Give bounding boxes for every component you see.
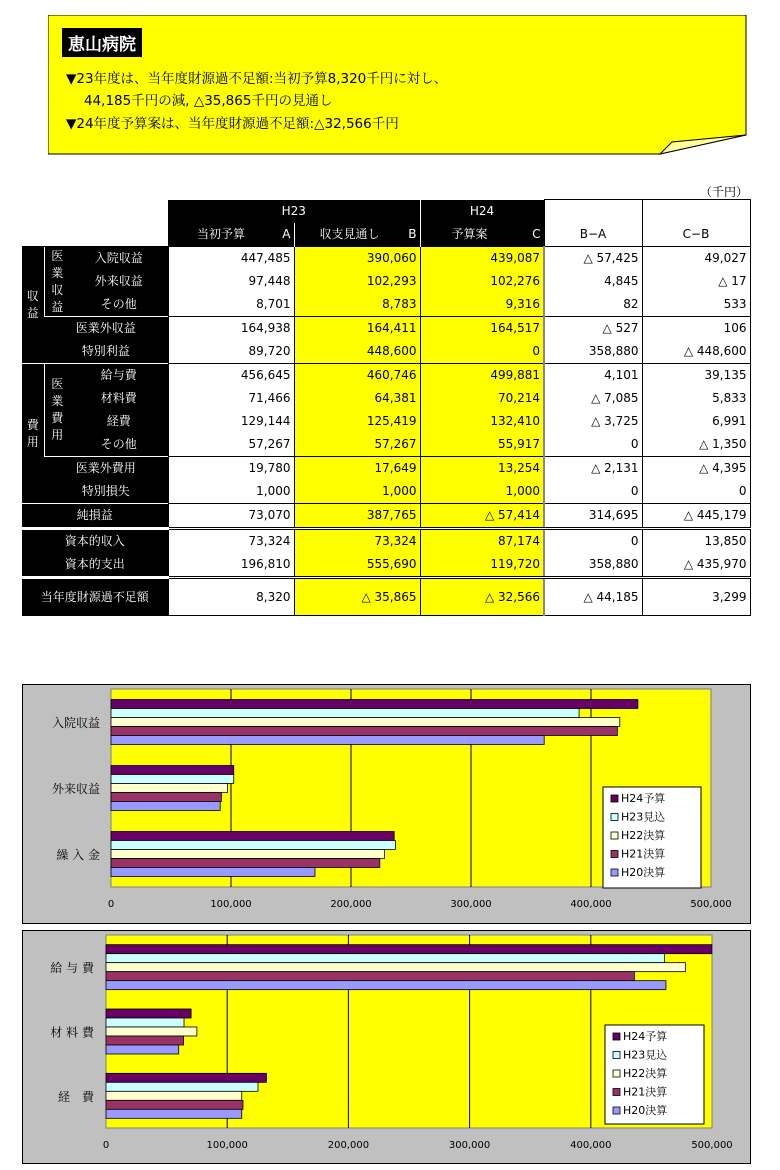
cell-cb: 533: [642, 293, 750, 317]
bar: [106, 1018, 184, 1027]
cell-c: 0: [420, 340, 544, 364]
cell-ba: 0: [544, 480, 642, 504]
note-line-3: ▼24年度予算案は、当年度財源過不足額:△32,566千円: [66, 116, 399, 132]
cell-ba: 4,845: [544, 270, 642, 293]
legend-swatch: [613, 1089, 620, 1096]
cell-a: 89,720: [168, 340, 294, 364]
cell-b: △ 35,865: [294, 578, 420, 616]
cell-b: 448,600: [294, 340, 420, 364]
category-label: 外来収益: [51, 782, 100, 796]
cell-a: 73,070: [168, 504, 294, 529]
row-label: 資本的支出: [22, 553, 168, 578]
legend-swatch: [613, 1107, 620, 1114]
row-label: 外来収益: [70, 270, 168, 293]
cell-cb: 5,833: [642, 387, 750, 410]
cell-ba: 0: [544, 433, 642, 457]
cell-c: 499,881: [420, 364, 544, 388]
row-label: 医業外収益: [44, 317, 168, 341]
cell-c: 87,174: [420, 529, 544, 554]
category-label: 経 費: [57, 1089, 94, 1104]
bar: [111, 775, 234, 784]
cell-b: 164,411: [294, 317, 420, 341]
cell-cb: 39,135: [642, 364, 750, 388]
col-c-header: 予算案 C: [420, 223, 544, 247]
cell-a: 1,000: [168, 480, 294, 504]
unit-label: （千円）: [700, 185, 749, 199]
cell-c: 119,720: [420, 553, 544, 578]
group-income: 収 益: [22, 247, 44, 364]
cell-b: 17,649: [294, 457, 420, 481]
category-label: 材 料 費: [50, 1025, 94, 1040]
x-tick-label: 500,000: [691, 1140, 733, 1151]
table-row: [22, 480, 750, 504]
bar: [106, 1091, 242, 1100]
cell-ba: △ 3,725: [544, 410, 642, 433]
bar: [111, 802, 220, 811]
row-label: 特別利益: [44, 340, 168, 364]
bar: [111, 832, 394, 841]
cell-ba: 0: [544, 529, 642, 554]
table-row: [22, 293, 750, 317]
h24-header: H24: [420, 200, 544, 224]
x-tick-label: 200,000: [330, 899, 372, 910]
table-row: [22, 457, 750, 481]
x-tick-label: 0: [102, 1140, 110, 1151]
bar: [106, 972, 634, 981]
row-label: 医業外費用: [44, 457, 168, 481]
legend-swatch: [613, 1052, 620, 1059]
cell-b: 555,690: [294, 553, 420, 578]
bar: [106, 1009, 191, 1018]
bar: [111, 784, 227, 793]
summary-note: [48, 15, 748, 155]
bar: [111, 859, 380, 868]
cell-ba: 358,880: [544, 340, 642, 364]
group-expense: 費 用: [22, 364, 44, 504]
expense-bar-chart: [22, 930, 751, 1164]
bar: [106, 1100, 243, 1109]
col-ba-header: B−A: [544, 223, 642, 247]
cell-b: 1,000: [294, 480, 420, 504]
legend-label: H24予算: [621, 792, 666, 805]
row-label: 当年度財源過不足額: [22, 578, 168, 616]
cell-a: 8,701: [168, 293, 294, 317]
bar: [111, 868, 315, 877]
cell-b: 73,324: [294, 529, 420, 554]
legend-label: H23見込: [623, 1048, 668, 1062]
table-row: [22, 504, 750, 529]
cell-a: 129,144: [168, 410, 294, 433]
row-label: 資本的収入: [22, 529, 168, 554]
cell-ba: △ 2,131: [544, 457, 642, 481]
table-row: [22, 317, 750, 341]
row-label: その他: [70, 433, 168, 457]
cell-ba: △ 57,425: [544, 247, 642, 271]
x-tick-label: 400,000: [570, 899, 612, 910]
cell-c: 132,410: [420, 410, 544, 433]
row-label: 特別損失: [44, 480, 168, 504]
x-tick-label: 300,000: [448, 1140, 491, 1151]
cell-cb: 49,027: [642, 247, 750, 271]
legend-swatch: [611, 795, 618, 802]
row-label: 給与費: [70, 364, 168, 388]
bar: [111, 841, 395, 850]
legend-swatch: [611, 832, 618, 839]
cell-cb: △ 448,600: [642, 340, 750, 364]
bar: [111, 700, 638, 709]
cell-cb: △ 1,350: [642, 433, 750, 457]
cell-ba: △ 527: [544, 317, 642, 341]
bar: [106, 1109, 242, 1118]
bar: [106, 1082, 258, 1091]
cell-ba: 82: [544, 293, 642, 317]
cell-a: 19,780: [168, 457, 294, 481]
sub-expense: 医 業 費 用: [44, 364, 70, 457]
bar: [111, 850, 385, 859]
table-row: [22, 529, 750, 554]
legend-label: H21決算: [623, 1085, 668, 1099]
legend-swatch: [613, 1070, 620, 1077]
cell-ba: △ 7,085: [544, 387, 642, 410]
legend-label: H21決算: [621, 847, 666, 861]
cell-a: 8,320: [168, 578, 294, 616]
row-label: 入院収益: [70, 247, 168, 271]
cell-b: 102,293: [294, 270, 420, 293]
row-label: その他: [70, 293, 168, 317]
cell-c: 102,276: [420, 270, 544, 293]
cell-b: 57,267: [294, 433, 420, 457]
cell-cb: △ 445,179: [642, 504, 750, 529]
cell-b: 8,783: [294, 293, 420, 317]
legend-swatch: [613, 1033, 620, 1040]
cell-cb: 106: [642, 317, 750, 341]
bar: [106, 954, 664, 963]
category-label: 繰 入 金: [56, 848, 100, 862]
x-tick-label: 100,000: [206, 1140, 248, 1151]
table-row: [22, 410, 750, 433]
cell-a: 447,485: [168, 247, 294, 271]
row-label: 材料費: [70, 387, 168, 410]
row-label: 経費: [70, 410, 168, 433]
bar: [106, 981, 666, 990]
cell-a: 164,938: [168, 317, 294, 341]
bar: [106, 963, 685, 972]
x-tick-label: 300,000: [450, 899, 492, 910]
cell-b: 64,381: [294, 387, 420, 410]
header-row-2: [22, 223, 750, 247]
legend-swatch: [611, 814, 618, 821]
x-tick-label: 500,000: [690, 899, 732, 910]
cell-ba: 314,695: [544, 504, 642, 529]
legend-label: H22決算: [621, 829, 666, 842]
legend-label: H23見込: [621, 810, 666, 824]
table-row: [22, 387, 750, 410]
sub-income: 医 業 収 益: [44, 247, 70, 317]
legend-label: H24予算: [623, 1030, 668, 1043]
col-cb-header: C−B: [642, 223, 750, 247]
cell-c: 13,254: [420, 457, 544, 481]
cell-a: 456,645: [168, 364, 294, 388]
table-row: [22, 433, 750, 457]
table-row: [22, 553, 750, 578]
cell-cb: △ 4,395: [642, 457, 750, 481]
note-line-2: 44,185千円の減, △35,865千円の見通し: [84, 93, 333, 109]
category-label: 入院収益: [51, 716, 100, 730]
cell-cb: 0: [642, 480, 750, 504]
cell-cb: 13,850: [642, 529, 750, 554]
bar: [111, 766, 234, 775]
cell-b: 387,765: [294, 504, 420, 529]
cell-b: 390,060: [294, 247, 420, 271]
table-row: [22, 270, 750, 293]
revenue-bar-chart: [22, 684, 751, 924]
cell-ba: 4,101: [544, 364, 642, 388]
bar: [106, 1073, 266, 1082]
legend-label: H20決算: [621, 866, 666, 879]
cell-b: 460,746: [294, 364, 420, 388]
table-row: [22, 578, 750, 616]
category-label: 給 与 費: [50, 961, 94, 976]
cell-a: 196,810: [168, 553, 294, 578]
cell-c: 164,517: [420, 317, 544, 341]
col-b-header: 収支見通し B: [294, 223, 420, 247]
cell-cb: 6,991: [642, 410, 750, 433]
cell-c: 55,917: [420, 433, 544, 457]
bar: [106, 1027, 197, 1036]
budget-table: [22, 199, 751, 616]
x-tick-label: 200,000: [327, 1140, 370, 1151]
cell-cb: 3,299: [642, 578, 750, 616]
legend-label: H20決算: [623, 1104, 668, 1117]
cell-b: 125,419: [294, 410, 420, 433]
legend-label: H22決算: [623, 1067, 668, 1080]
cell-c: 1,000: [420, 480, 544, 504]
note-line-1: ▼23年度は、当年度財源過不足額:当初予算8,320千円に対し、: [66, 71, 448, 87]
h23-header: H23: [168, 200, 420, 224]
cell-a: 97,448: [168, 270, 294, 293]
cell-c: 9,316: [420, 293, 544, 317]
cell-c: 439,087: [420, 247, 544, 271]
cell-c: △ 57,414: [420, 504, 544, 529]
table-row: [22, 364, 750, 388]
cell-a: 57,267: [168, 433, 294, 457]
bar: [111, 793, 221, 802]
bar: [106, 1045, 179, 1054]
cell-cb: △ 17: [642, 270, 750, 293]
cell-ba: 358,880: [544, 553, 642, 578]
bar: [111, 718, 620, 727]
table-row: [22, 340, 750, 364]
x-tick-label: 100,000: [210, 899, 252, 910]
cell-c: 70,214: [420, 387, 544, 410]
cell-ba: △ 44,185: [544, 578, 642, 616]
cell-c: △ 32,566: [420, 578, 544, 616]
bar: [111, 736, 544, 745]
legend-swatch: [611, 869, 618, 876]
bar: [106, 1036, 184, 1045]
legend-swatch: [611, 851, 618, 858]
cell-a: 71,466: [168, 387, 294, 410]
col-a-header: 当初予算 A: [168, 223, 294, 247]
table-row: [22, 247, 750, 271]
cell-a: 73,324: [168, 529, 294, 554]
x-tick-label: 0: [107, 899, 115, 910]
cell-cb: △ 435,970: [642, 553, 750, 578]
bar: [111, 709, 579, 718]
bar: [106, 945, 712, 954]
row-label: 純損益: [22, 504, 168, 529]
header-row-1: [22, 200, 750, 224]
x-tick-label: 400,000: [570, 1140, 612, 1151]
bar: [111, 727, 617, 736]
hospital-title: 恵山病院: [62, 28, 142, 57]
